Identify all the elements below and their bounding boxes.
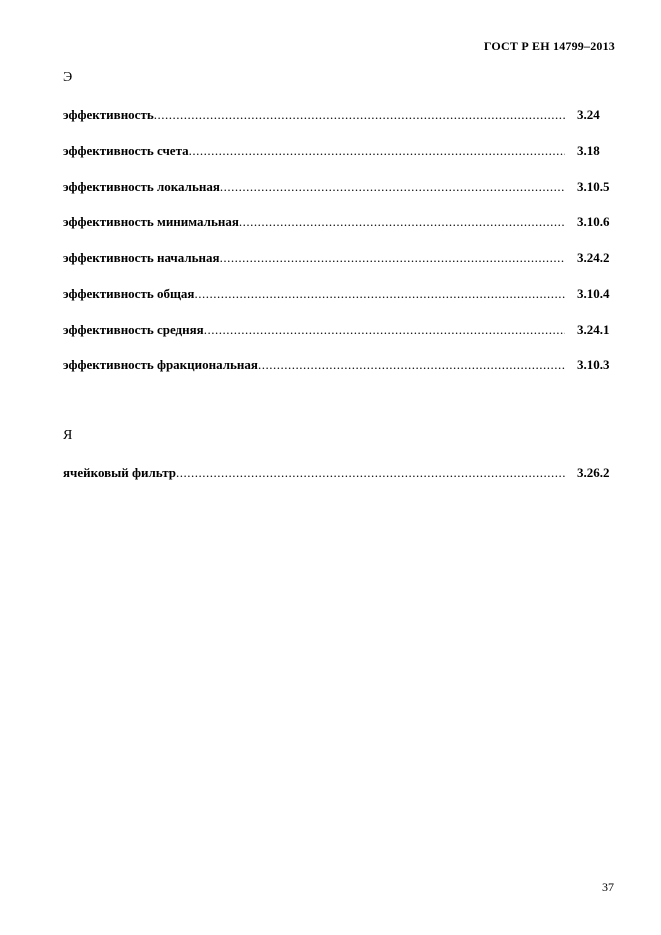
index-entry xyxy=(63,178,565,196)
index-entry xyxy=(63,285,565,303)
index-term: эффективность минимальная xyxy=(63,214,239,229)
index-ref: 3.24 xyxy=(577,107,600,122)
index-term: эффективность фракциональная xyxy=(63,357,258,372)
index-ref: 3.10.3 xyxy=(577,357,610,372)
index-entry xyxy=(63,142,565,160)
index-term: эффективность начальная xyxy=(63,250,220,265)
section-letter-ya: Я xyxy=(63,428,73,443)
section-letter-e: Э xyxy=(63,70,73,85)
index-ref: 3.18 xyxy=(577,143,600,158)
index-term: эффективность xyxy=(63,107,154,122)
index-ref: 3.10.4 xyxy=(577,286,610,301)
index-ref: 3.10.6 xyxy=(577,214,610,229)
page-number: 37 xyxy=(602,880,614,894)
page-header: ГОСТ Р ЕН 14799–2013 xyxy=(483,39,615,53)
index-entry xyxy=(63,213,565,231)
index-term: ячейковый фильтр xyxy=(63,465,176,480)
dot-leader xyxy=(258,356,565,374)
index-term: эффективность средняя xyxy=(63,322,204,337)
dot-leader xyxy=(189,142,565,160)
index-entry xyxy=(63,249,565,267)
index-ref: 3.24.2 xyxy=(577,250,610,265)
index-ref: 3.26.2 xyxy=(577,465,610,480)
dot-leader xyxy=(154,106,565,124)
dot-leader xyxy=(220,178,565,196)
index-term: эффективность локальная xyxy=(63,179,220,194)
index-entry xyxy=(63,321,565,339)
index-entry xyxy=(63,356,565,374)
dot-leader xyxy=(239,213,565,231)
index-term: эффективность общая xyxy=(63,286,195,301)
dot-leader xyxy=(220,249,565,267)
index-term: эффективность счета xyxy=(63,143,189,158)
dot-leader xyxy=(204,321,565,339)
index-ref: 3.10.5 xyxy=(577,179,610,194)
dot-leader xyxy=(176,464,565,482)
index-entry xyxy=(63,106,565,124)
index-ref: 3.24.1 xyxy=(577,322,610,337)
dot-leader xyxy=(194,285,565,303)
index-entry xyxy=(63,464,565,482)
